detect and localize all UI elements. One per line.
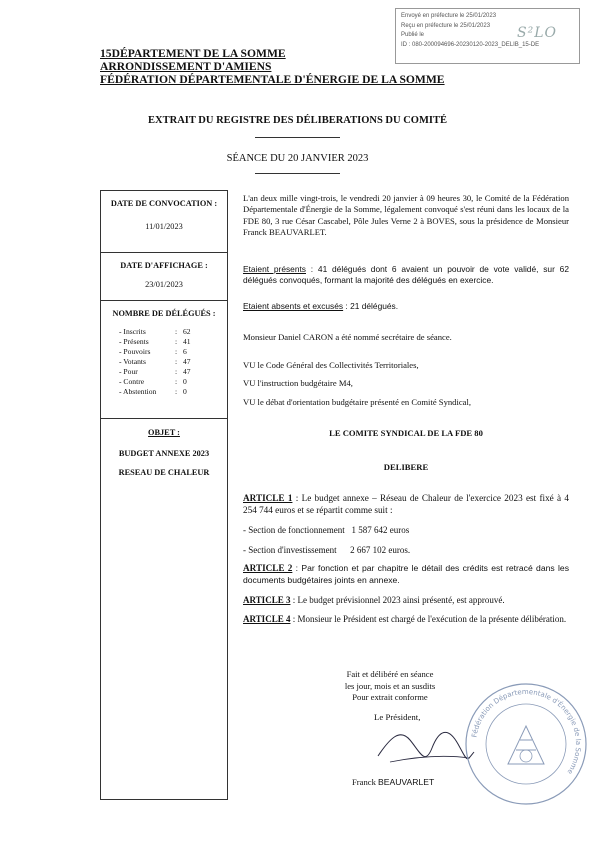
closing-block <box>320 669 460 704</box>
count-row: - Abstention : 0 <box>119 387 187 396</box>
vu-debat: VU le débat d'orientation budgétaire présenté en Comité Syndical, <box>243 397 472 407</box>
seance-date: SÉANCE DU 20 JANVIER 2023 <box>226 153 369 164</box>
absents-label: Etaient absents et excusés <box>243 301 344 311</box>
count-row: - Pouvoirs : 6 <box>119 347 187 356</box>
secretaire-line: Monsieur Daniel CARON a été nommé secrétaire de séance. <box>243 332 452 342</box>
objet-line2: RESEAU DE CHALEUR <box>118 468 210 477</box>
article-1 <box>243 492 569 516</box>
meta-sidebar <box>100 190 228 800</box>
count-row: - Votants : 47 <box>119 357 191 366</box>
stamp-received-line: Reçu en préfecture le 25/01/2023 <box>401 22 491 29</box>
signer-first: Franck <box>352 777 379 787</box>
article-4-label: ARTICLE 4 <box>243 614 291 624</box>
absents-text: : 21 délégués. <box>343 301 399 311</box>
stamp-published-line: Publié le <box>401 32 425 38</box>
delibere-heading: DELIBERE <box>383 462 429 472</box>
article-2-text: : Par fonction et par chapitre le détail des crédits est retracé dans les documents budgétaires joints en annexe. <box>243 563 569 585</box>
delegues-label: NOMBRE DE DÉLÉGUÉS : <box>112 309 216 318</box>
affichage-label: DATE D'AFFICHAGE : <box>120 261 208 270</box>
federation-seal <box>462 680 590 808</box>
delegues-counts <box>101 327 227 397</box>
affichage-date: 23/01/2023 <box>145 280 183 289</box>
count-row: - Contre : 0 <box>119 377 187 386</box>
article-3 <box>243 595 569 606</box>
closing-line-2: les jour, mois et an susdits <box>344 680 436 691</box>
closing-line-1: Fait et délibéré en séance <box>346 669 434 679</box>
svg-text:Fédération Départementale d'Én: Fédération Départementale d'Énergie de la Somme <box>470 687 583 776</box>
stamp-id-line: ID : 080-200094696-20230120-2023_DELIB_15-DE <box>401 41 540 48</box>
presents-label: Etaient présents <box>243 264 306 274</box>
intro-paragraph: L'an deux mille vingt-trois, le vendredi 20 janvier à 09 heures 30, le Comité de la Fédération Départementale d'Énergie de la Somme, légalement convoqué s'est réuni dans les locaux de la FDE 80, 3 rue César Cascabel, Pôle Jules Verne 2 à BOVES, sous la présidence de Monsieur Franck BEAUVARLET. <box>243 193 569 238</box>
president-title: Le Président, <box>374 712 421 722</box>
presents-paragraph <box>243 264 569 287</box>
section-investissement: - Section d'investissement 2 667 102 euros. <box>243 545 411 555</box>
s2lo-logo: S²LO <box>517 25 557 41</box>
count-row: - Présents : 41 <box>119 337 191 346</box>
document-title: EXTRAIT DU REGISTRE DES DÉLIBERATIONS DU COMITÉ <box>148 115 447 126</box>
absents-paragraph <box>243 301 569 312</box>
convocation-date: 11/01/2023 <box>145 222 183 231</box>
signer-name <box>352 777 434 787</box>
delegues-section <box>101 301 227 419</box>
convocation-label: DATE DE CONVOCATION : <box>110 199 218 208</box>
document-header <box>100 47 445 86</box>
count-row: - Inscrits : 62 <box>119 327 191 336</box>
objet-line1: BUDGET ANNEXE 2023 <box>118 449 210 458</box>
article-2-label: ARTICLE 2 <box>243 563 293 573</box>
convocation-section <box>101 191 227 253</box>
seance-divider <box>255 173 340 174</box>
article-4-text: : Monsieur le Président est chargé de l'exécution de la présente délibération. <box>290 614 567 624</box>
title-divider <box>255 137 340 138</box>
signer-last: BEAUVARLET <box>378 777 435 787</box>
count-row: - Pour : 47 <box>119 367 191 376</box>
objet-label: OBJET : <box>148 428 180 437</box>
comite-heading: LE COMITE SYNDICAL DE LA FDE 80 <box>329 428 483 438</box>
article-4 <box>243 613 569 625</box>
vu-cgct: VU le Code Général des Collectivités Territoriales, <box>243 360 419 370</box>
section-fonctionnement: - Section de fonctionnement 1 587 642 euros <box>243 525 410 535</box>
vu-m4: VU l'instruction budgétaire M4, <box>243 378 353 388</box>
header-department: 15DÉPARTEMENT DE LA SOMME <box>100 47 286 60</box>
presents-text: : 41 délégués dont 6 avaient un pouvoir de vote validé, sur 62 délégués convoqués, formant la majorité des délégués en exercice. <box>243 264 569 286</box>
header-federation: FÉDÉRATION DÉPARTEMENTALE D'ÉNERGIE DE LA SOMME <box>100 73 445 86</box>
header-arrondissement: ARRONDISSEMENT D'AMIENS <box>100 60 272 73</box>
article-3-text: : Le budget prévisionnel 2023 ainsi présenté, est approuvé. <box>290 595 505 605</box>
article-1-text: : Le budget annexe – Réseau de Chaleur de l'exercice 2023 est fixé à 4 254 744 euros et se répartit comme suit : <box>243 493 569 515</box>
objet-section <box>101 419 227 799</box>
article-1-label: ARTICLE 1 <box>243 493 293 503</box>
article-3-label: ARTICLE 3 <box>243 595 291 605</box>
affichage-section <box>101 253 227 301</box>
article-2 <box>243 562 569 586</box>
stamp-sent-line: Envoyé en préfecture le 25/01/2023 <box>401 13 497 19</box>
closing-line-3: Pour extrait conforme <box>352 692 428 702</box>
